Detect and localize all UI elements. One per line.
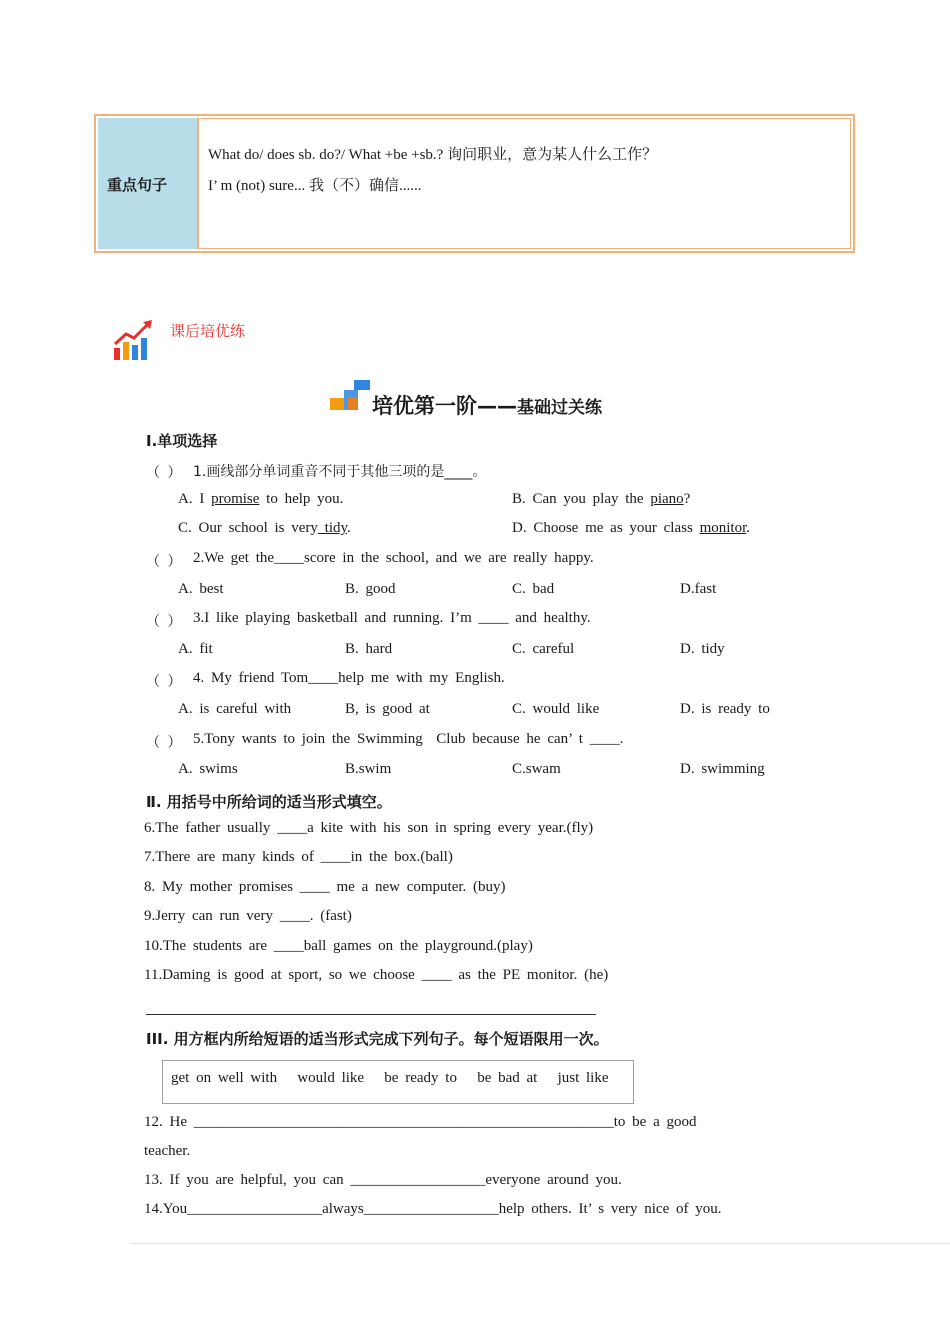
stage-title-dash: —— <box>477 394 517 418</box>
q1-b-pre: B. Can you play the <box>512 491 651 507</box>
q1-option-c <box>178 520 351 537</box>
q5-option-b: B.swim <box>345 761 392 777</box>
q5-option-d: D. swimming <box>680 761 765 777</box>
stage-title-sub: 基础过关练 <box>517 398 602 418</box>
q1-stem <box>193 461 486 481</box>
q4-option-c: C. would like <box>512 701 600 717</box>
q5-option-a: A. swims <box>178 761 238 777</box>
q11-item: 11.Daming is good at sport, so we choose ____ as the PE monitor. (he) <box>144 967 609 983</box>
q1-c-pre: C. Our school is very <box>178 520 318 536</box>
q2-paren: （ ） <box>146 554 182 570</box>
phrase-box <box>162 1060 634 1104</box>
q5-paren: （ ） <box>146 735 182 751</box>
key-sentence-line-1: What do/ does sb. do?/ What +be +sb.? 询问职业，意为某人什么工作？ <box>208 147 658 163</box>
q1-c-post: . <box>347 520 351 536</box>
q1-b-underlined: piano <box>650 491 684 507</box>
q5-stem: 5.Tony wants to join the Swimming Club because he can’ t ____. <box>193 731 624 747</box>
q2-option-b: B. good <box>345 581 396 597</box>
growth-chart-icon <box>112 318 156 362</box>
q4-option-a: A. is careful with <box>178 701 292 717</box>
q3-option-b: B. hard <box>345 641 393 657</box>
q3-option-c: C. careful <box>512 641 575 657</box>
q1-c-underlined: tidy <box>317 520 348 536</box>
q4-option-d: D. is ready to <box>680 701 770 717</box>
q1-stem-text: 1.画线部分单词重音不同于其他三项的是____。 <box>193 464 487 480</box>
q1-option-b <box>512 491 690 508</box>
footer-divider <box>130 1243 950 1244</box>
q7-item: 7.There are many kinds of ____in the box.(ball) <box>144 849 453 865</box>
q2-option-c: C. bad <box>512 581 555 597</box>
q13-item: 13. If you are helpful, you can __________________everyone around you. <box>144 1172 622 1188</box>
section-title: 课后培优练 <box>170 322 246 340</box>
q1-option-d <box>512 520 750 537</box>
q10-item: 10.The students are ____ball games on the playground.(play) <box>144 938 533 954</box>
q12-line-1: 12. He ________________________________________________________to be a good <box>144 1114 697 1130</box>
q5-option-c: C.swam <box>512 761 561 777</box>
q2-option-d: D.fast <box>680 581 717 597</box>
q3-paren: （ ） <box>146 614 182 630</box>
q4-paren: （ ） <box>146 674 182 690</box>
q12-line-2: teacher. <box>144 1143 191 1159</box>
q2-stem: 2.We get the____score in the school, and we are really happy. <box>193 550 594 566</box>
key-sentence-label-cell <box>98 118 199 249</box>
q1-a-post: to help you. <box>259 491 344 507</box>
part3-heading: III. 用方框内所给短语的适当形式完成下列句子。每个短语限用一次。 <box>146 1030 609 1048</box>
q1-d-pre: D. Choose me as your class <box>512 520 700 536</box>
q1-d-underlined: monitor <box>699 520 747 536</box>
phrase-list: get on well with would like be ready to be bad at just like <box>171 1070 609 1086</box>
stairs-icon <box>328 378 372 412</box>
section-divider <box>146 1014 596 1015</box>
q1-a-underlined: promise <box>211 491 260 507</box>
q14-item: 14.You__________________always__________________help others. It’ s very nice of you. <box>144 1201 722 1217</box>
q1-a-pre: A. I <box>178 491 212 507</box>
q1-option-a <box>178 491 343 508</box>
key-sentence-table <box>94 114 855 253</box>
q1-d-post: . <box>746 520 750 536</box>
q6-item: 6.The father usually ____a kite with his son in spring every year.(fly) <box>144 820 594 836</box>
part2-heading: Ⅱ. 用括号中所给词的适当形式填空。 <box>146 793 392 811</box>
stage-title-main: 培优第一阶 <box>372 394 477 418</box>
q4-option-b: B, is good at <box>345 701 430 717</box>
q3-stem: 3.I like playing basketball and running. I’m ____ and healthy. <box>193 610 591 626</box>
q8-item: 8. My mother promises ____ me a new computer. (buy) <box>144 879 506 895</box>
q9-item: 9.Jerry can run very ____. (fast) <box>144 908 352 924</box>
q3-option-a: A. fit <box>178 641 213 657</box>
q3-option-d: D. tidy <box>680 641 725 657</box>
q1-b-post: ? <box>683 491 691 507</box>
part1-heading: Ⅰ.单项选择 <box>146 432 218 450</box>
stage-title <box>372 390 602 420</box>
q4-stem: 4. My friend Tom____help me with my English. <box>193 670 505 686</box>
key-sentence-label: 重点句子 <box>107 176 168 194</box>
q1-paren: （ ） <box>146 465 182 481</box>
q2-option-a: A. best <box>178 581 224 597</box>
key-sentence-line-2: I’ m (not) sure... 我（不）确信...... <box>208 178 422 194</box>
